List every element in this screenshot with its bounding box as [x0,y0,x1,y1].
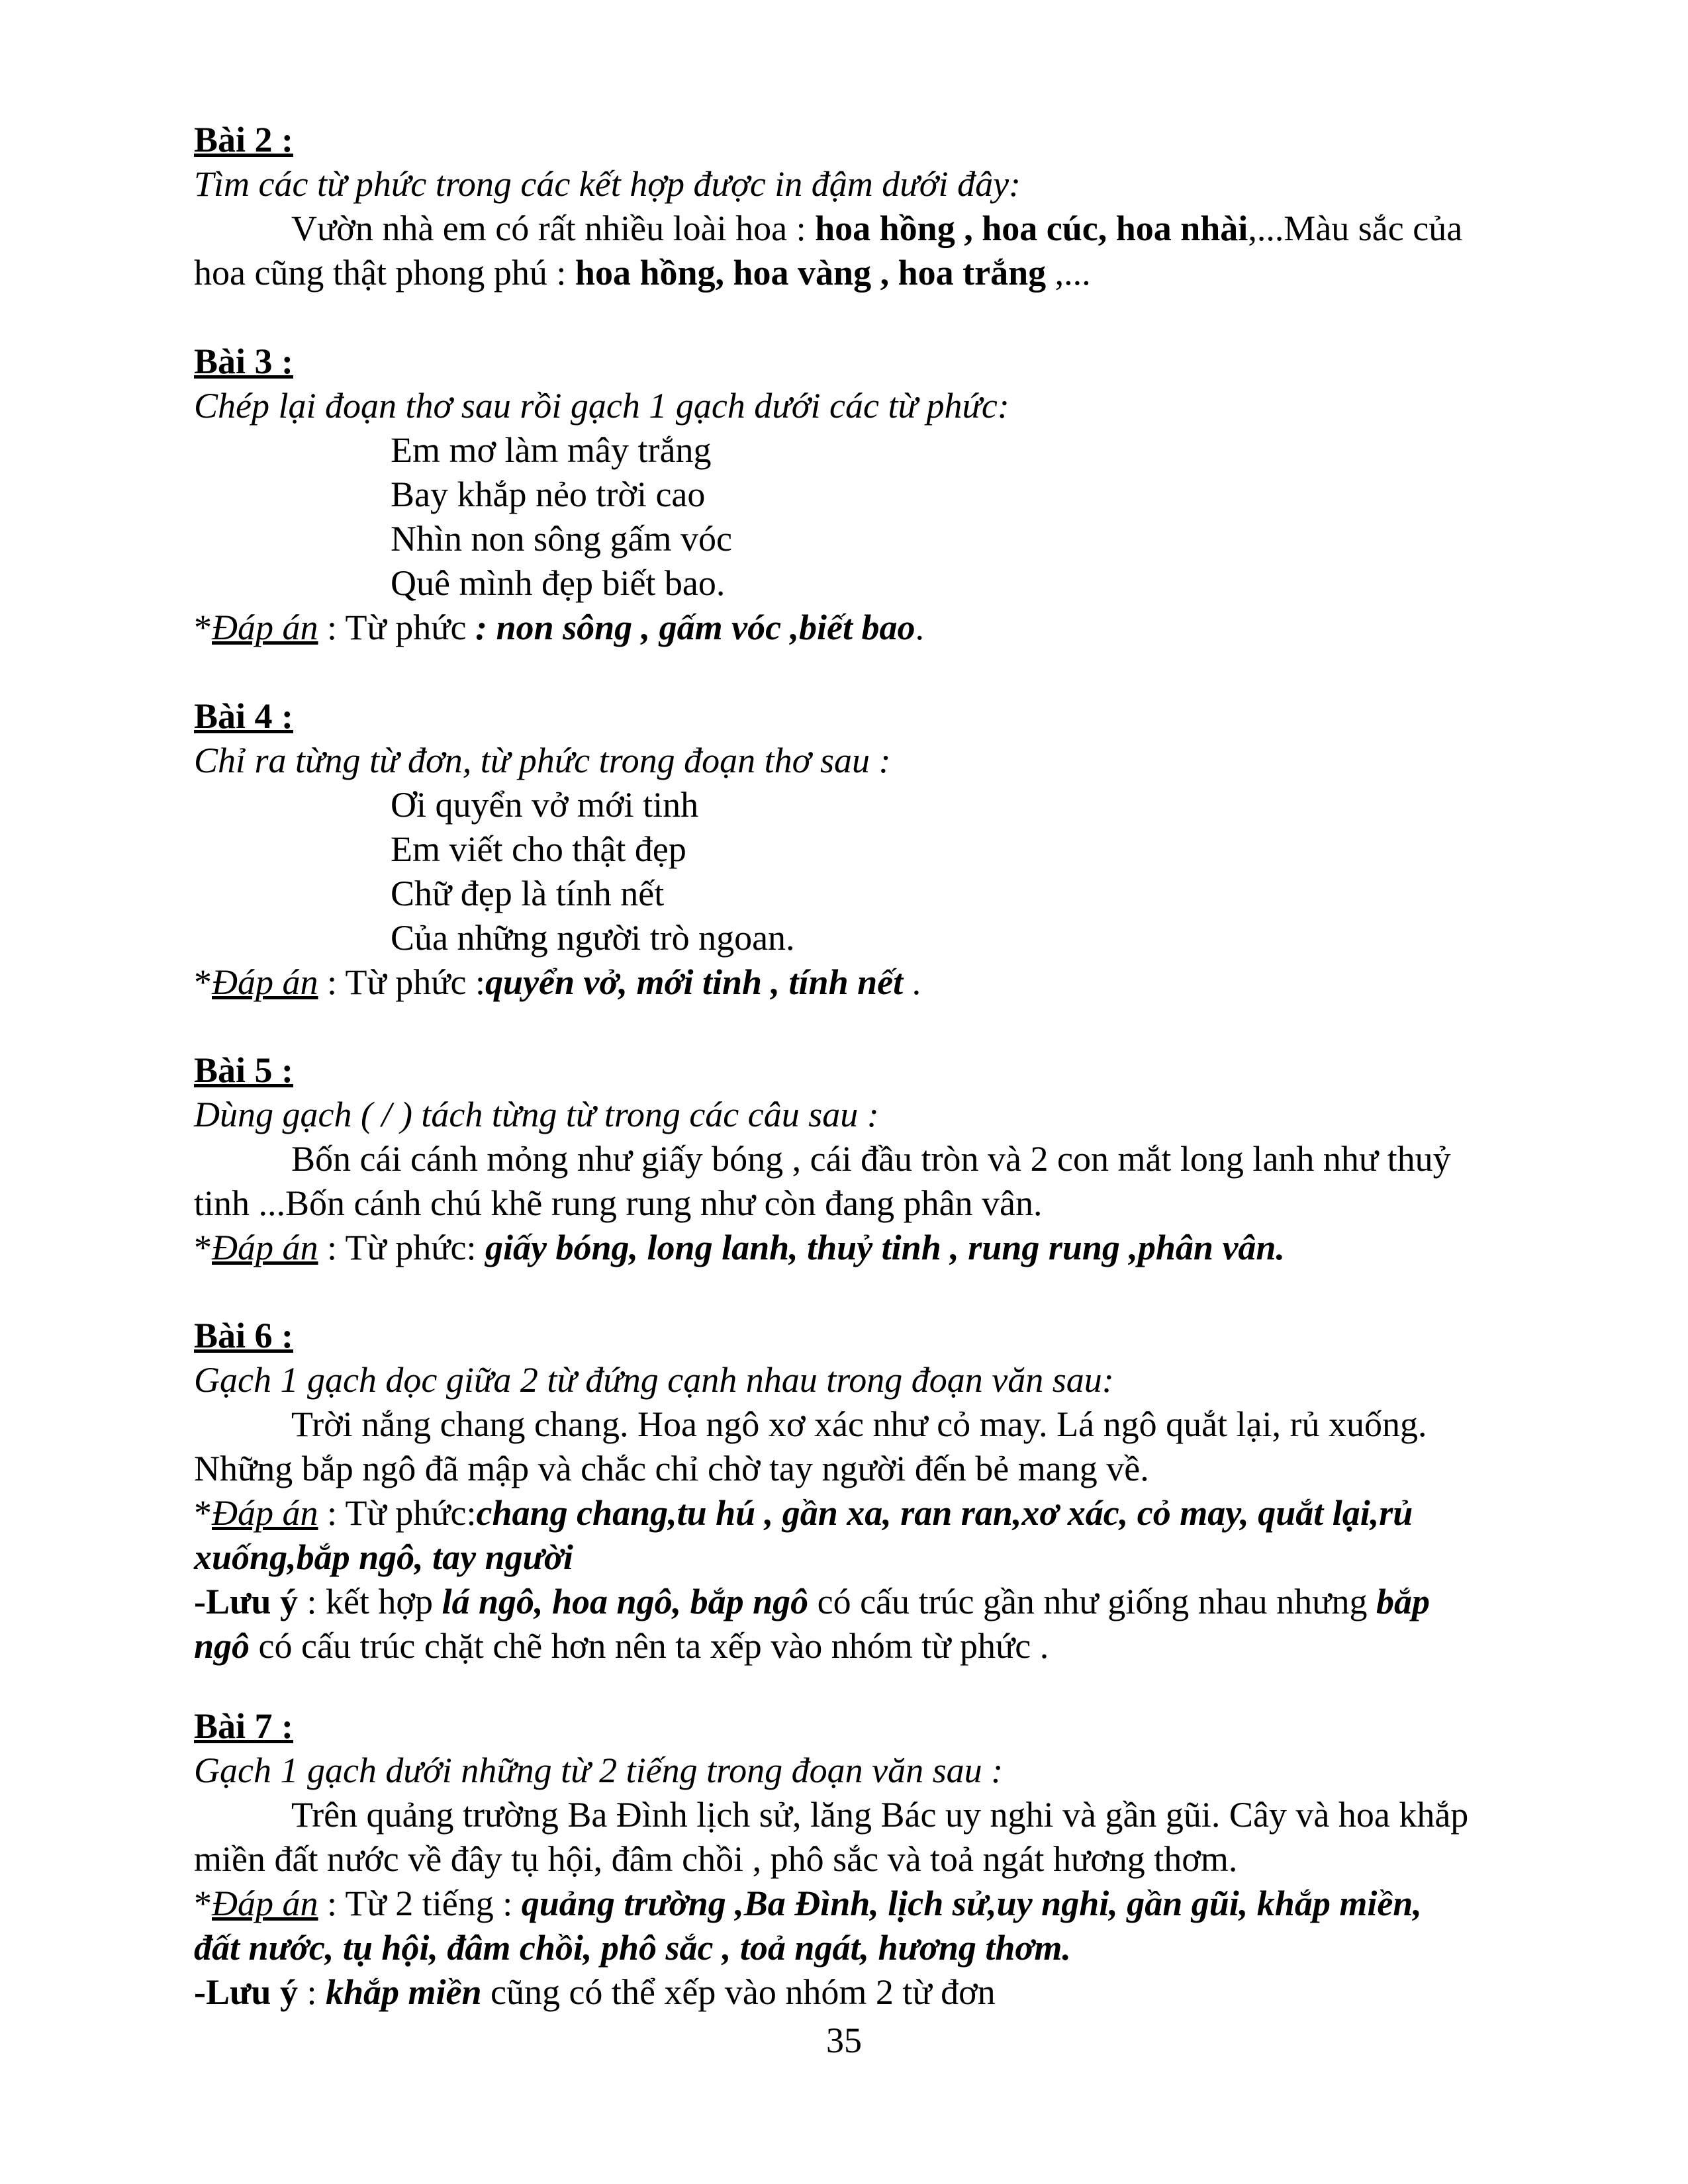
bai7-title: Bài 7 : [194,1706,294,1746]
page-number: 35 [826,2021,862,2060]
bai7-note: -Lưu ý : khắp miền cũng có thể xếp vào nhóm 2 từ đơn [194,1972,996,2012]
bai7-prompt: Gạch 1 gạch dưới những từ 2 tiếng trong đoạn văn sau : [194,1751,1004,1790]
bai5-answer: *Đáp án : Từ phức: giấy bóng, long lanh, thuỷ tinh , rung rung ,phân vân. [194,1228,1285,1267]
bai3-title: Bài 3 : [194,341,294,381]
bai3-poem-line: Nhìn non sông gấm vóc [391,519,732,559]
bai4-poem-line: Em viết cho thật đẹp [391,829,686,869]
bai3-poem-line: Quê mình đẹp biết bao. [391,563,726,603]
bai3-poem-line: Em mơ làm mây trắng [391,430,712,470]
bai4-poem-line: Chữ đẹp là tính nết [391,874,665,913]
bai4-poem-line: Của những người trò ngoan. [391,918,795,958]
bai7-text-line2: miền đất nước về đây tụ hội, đâm chồi , phô sắc và toả ngát hương thơm. [194,1839,1238,1879]
bai6-answer-line2: xuống,bắp ngô, tay người [194,1537,573,1577]
bai2-title: Bài 2 : [194,120,294,159]
bai2-text-line2: hoa cũng thật phong phú : hoa hồng, hoa vàng , hoa trắng ,... [194,253,1091,293]
bai6-text-line2: Những bắp ngô đã mập và chắc chỉ chờ tay người đến bẻ mang về. [194,1449,1149,1488]
bai2-prompt: Tìm các từ phức trong các kết hợp được in đậm dưới đây: [194,164,1021,204]
bai4-title: Bài 4 : [194,696,294,736]
bai6-text-line1: Trời nắng chang chang. Hoa ngô xơ xác như cỏ may. Lá ngô quắt lại, rủ xuống. [291,1404,1427,1444]
bai4-prompt: Chỉ ra từng từ đơn, từ phức trong đoạn thơ sau : [194,741,891,780]
bai6-note-line2: ngô có cấu trúc chặt chẽ hơn nên ta xếp vào nhóm từ phức . [194,1626,1049,1666]
bai6-title: Bài 6 : [194,1316,294,1355]
bai7-answer-line2: đất nước, tụ hội, đâm chồi, phô sắc , toả ngát, hương thơm. [194,1928,1071,1968]
bai5-prompt: Dùng gạch ( / ) tách từng từ trong các câu sau : [194,1095,879,1134]
bai3-answer: *Đáp án : Từ phức : non sông , gấm vóc ,biết bao. [194,608,925,647]
bai2-text-line1: Vườn nhà em có rất nhiều loài hoa : hoa hồng , hoa cúc, hoa nhài,...Màu sắc của [291,208,1463,248]
bai6-prompt: Gạch 1 gạch dọc giữa 2 từ đứng cạnh nhau trong đoạn văn sau: [194,1360,1114,1400]
bai4-answer: *Đáp án : Từ phức :quyển vở, mới tinh , tính nết . [194,962,921,1002]
bai5-text-line1: Bốn cái cánh mỏng như giấy bóng , cái đầu tròn và 2 con mắt long lanh như thuỷ [291,1139,1451,1179]
bai5-text-line2: tinh ...Bốn cánh chú khẽ rung rung như còn đang phân vân. [194,1183,1043,1223]
bai7-text-line1: Trên quảng trường Ba Đình lịch sử, lăng Bác uy nghi và gần gũi. Cây và hoa khắp [291,1795,1469,1835]
bai7-answer-line1: *Đáp án : Từ 2 tiếng : quảng trường ,Ba Đình, lịch sử,uy nghi, gần gũi, khắp miền, [194,1884,1422,1923]
bai4-poem-line: Ơi quyển vở mới tinh [391,785,699,825]
bai3-prompt: Chép lại đoạn thơ sau rồi gạch 1 gạch dưới các từ phức: [194,386,1009,426]
bai6-note-line1: -Lưu ý : kết hợp lá ngô, hoa ngô, bắp ngô có cấu trúc gần như giống nhau nhưng bắp [194,1582,1430,1621]
bai6-answer-line1: *Đáp án : Từ phức:chang chang,tu hú , gần xa, ran ran,xơ xác, cỏ may, quắt lại,rủ [194,1493,1413,1533]
bai5-title: Bài 5 : [194,1050,294,1090]
bai3-poem-line: Bay khắp nẻo trời cao [391,475,706,514]
